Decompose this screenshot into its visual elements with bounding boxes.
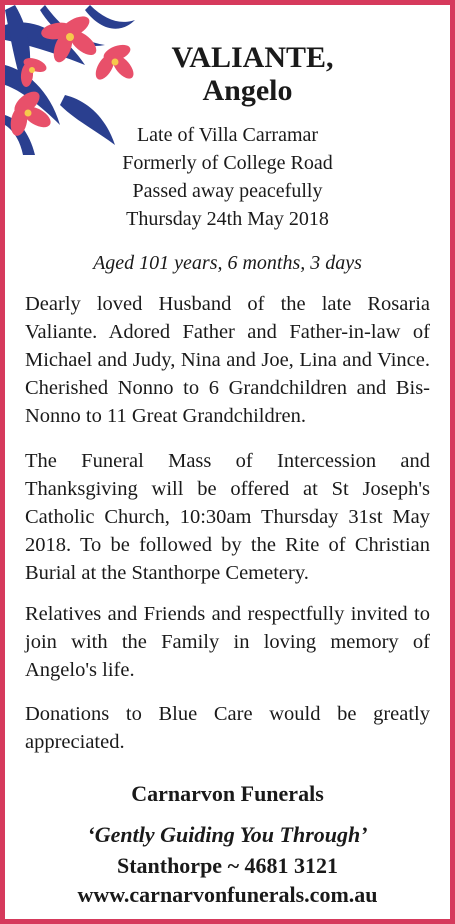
funeral-home-name: Carnarvon Funerals — [131, 781, 324, 806]
funeral-home-phone: Stanthorpe ~ 4681 3121 — [116, 853, 339, 878]
deceased-first-name: Angelo — [202, 74, 293, 107]
family-paragraph: Dearly loved Husband of the late Rosaria Valiante. Adored Father and Father-in-law of Michael and Judy, Nina and Joe, Lina and Vince. Cherished Nonno to 6 Grandchildren and Bis-Nonno to 11 Great Grandchildren. — [25, 293, 430, 427]
detail-line: Passed away peacefully — [132, 180, 323, 202]
notice-details — [25, 121, 430, 233]
funeral-home-tagline: ‘Gently Guiding You Through’ — [87, 822, 368, 847]
detail-line: Formerly of College Road — [122, 152, 333, 174]
invitation-paragraph: Relatives and Friends and respectfully invited to join with the Family in loving memory of Angelo's life. — [25, 603, 430, 681]
detail-line: Thursday 24th May 2018 — [126, 208, 329, 230]
funeral-mass-paragraph: The Funeral Mass of Intercession and Thanksgiving will be offered at St Joseph's Catholic Church, 10:30am Thursday 31st May 2018. To be followed by the Rite of Christian Burial at the Stanthorpe Cemetery. — [25, 450, 430, 584]
deceased-surname: VALIANTE, — [171, 41, 334, 74]
donations-paragraph: Donations to Blue Care would be greatly appreciated. — [25, 703, 430, 753]
detail-line: Late of Villa Carramar — [136, 124, 319, 146]
funeral-home-website[interactable]: www.carnarvonfunerals.com.au — [77, 882, 378, 907]
age-line: Aged 101 years, 6 months, 3 days — [93, 252, 362, 274]
